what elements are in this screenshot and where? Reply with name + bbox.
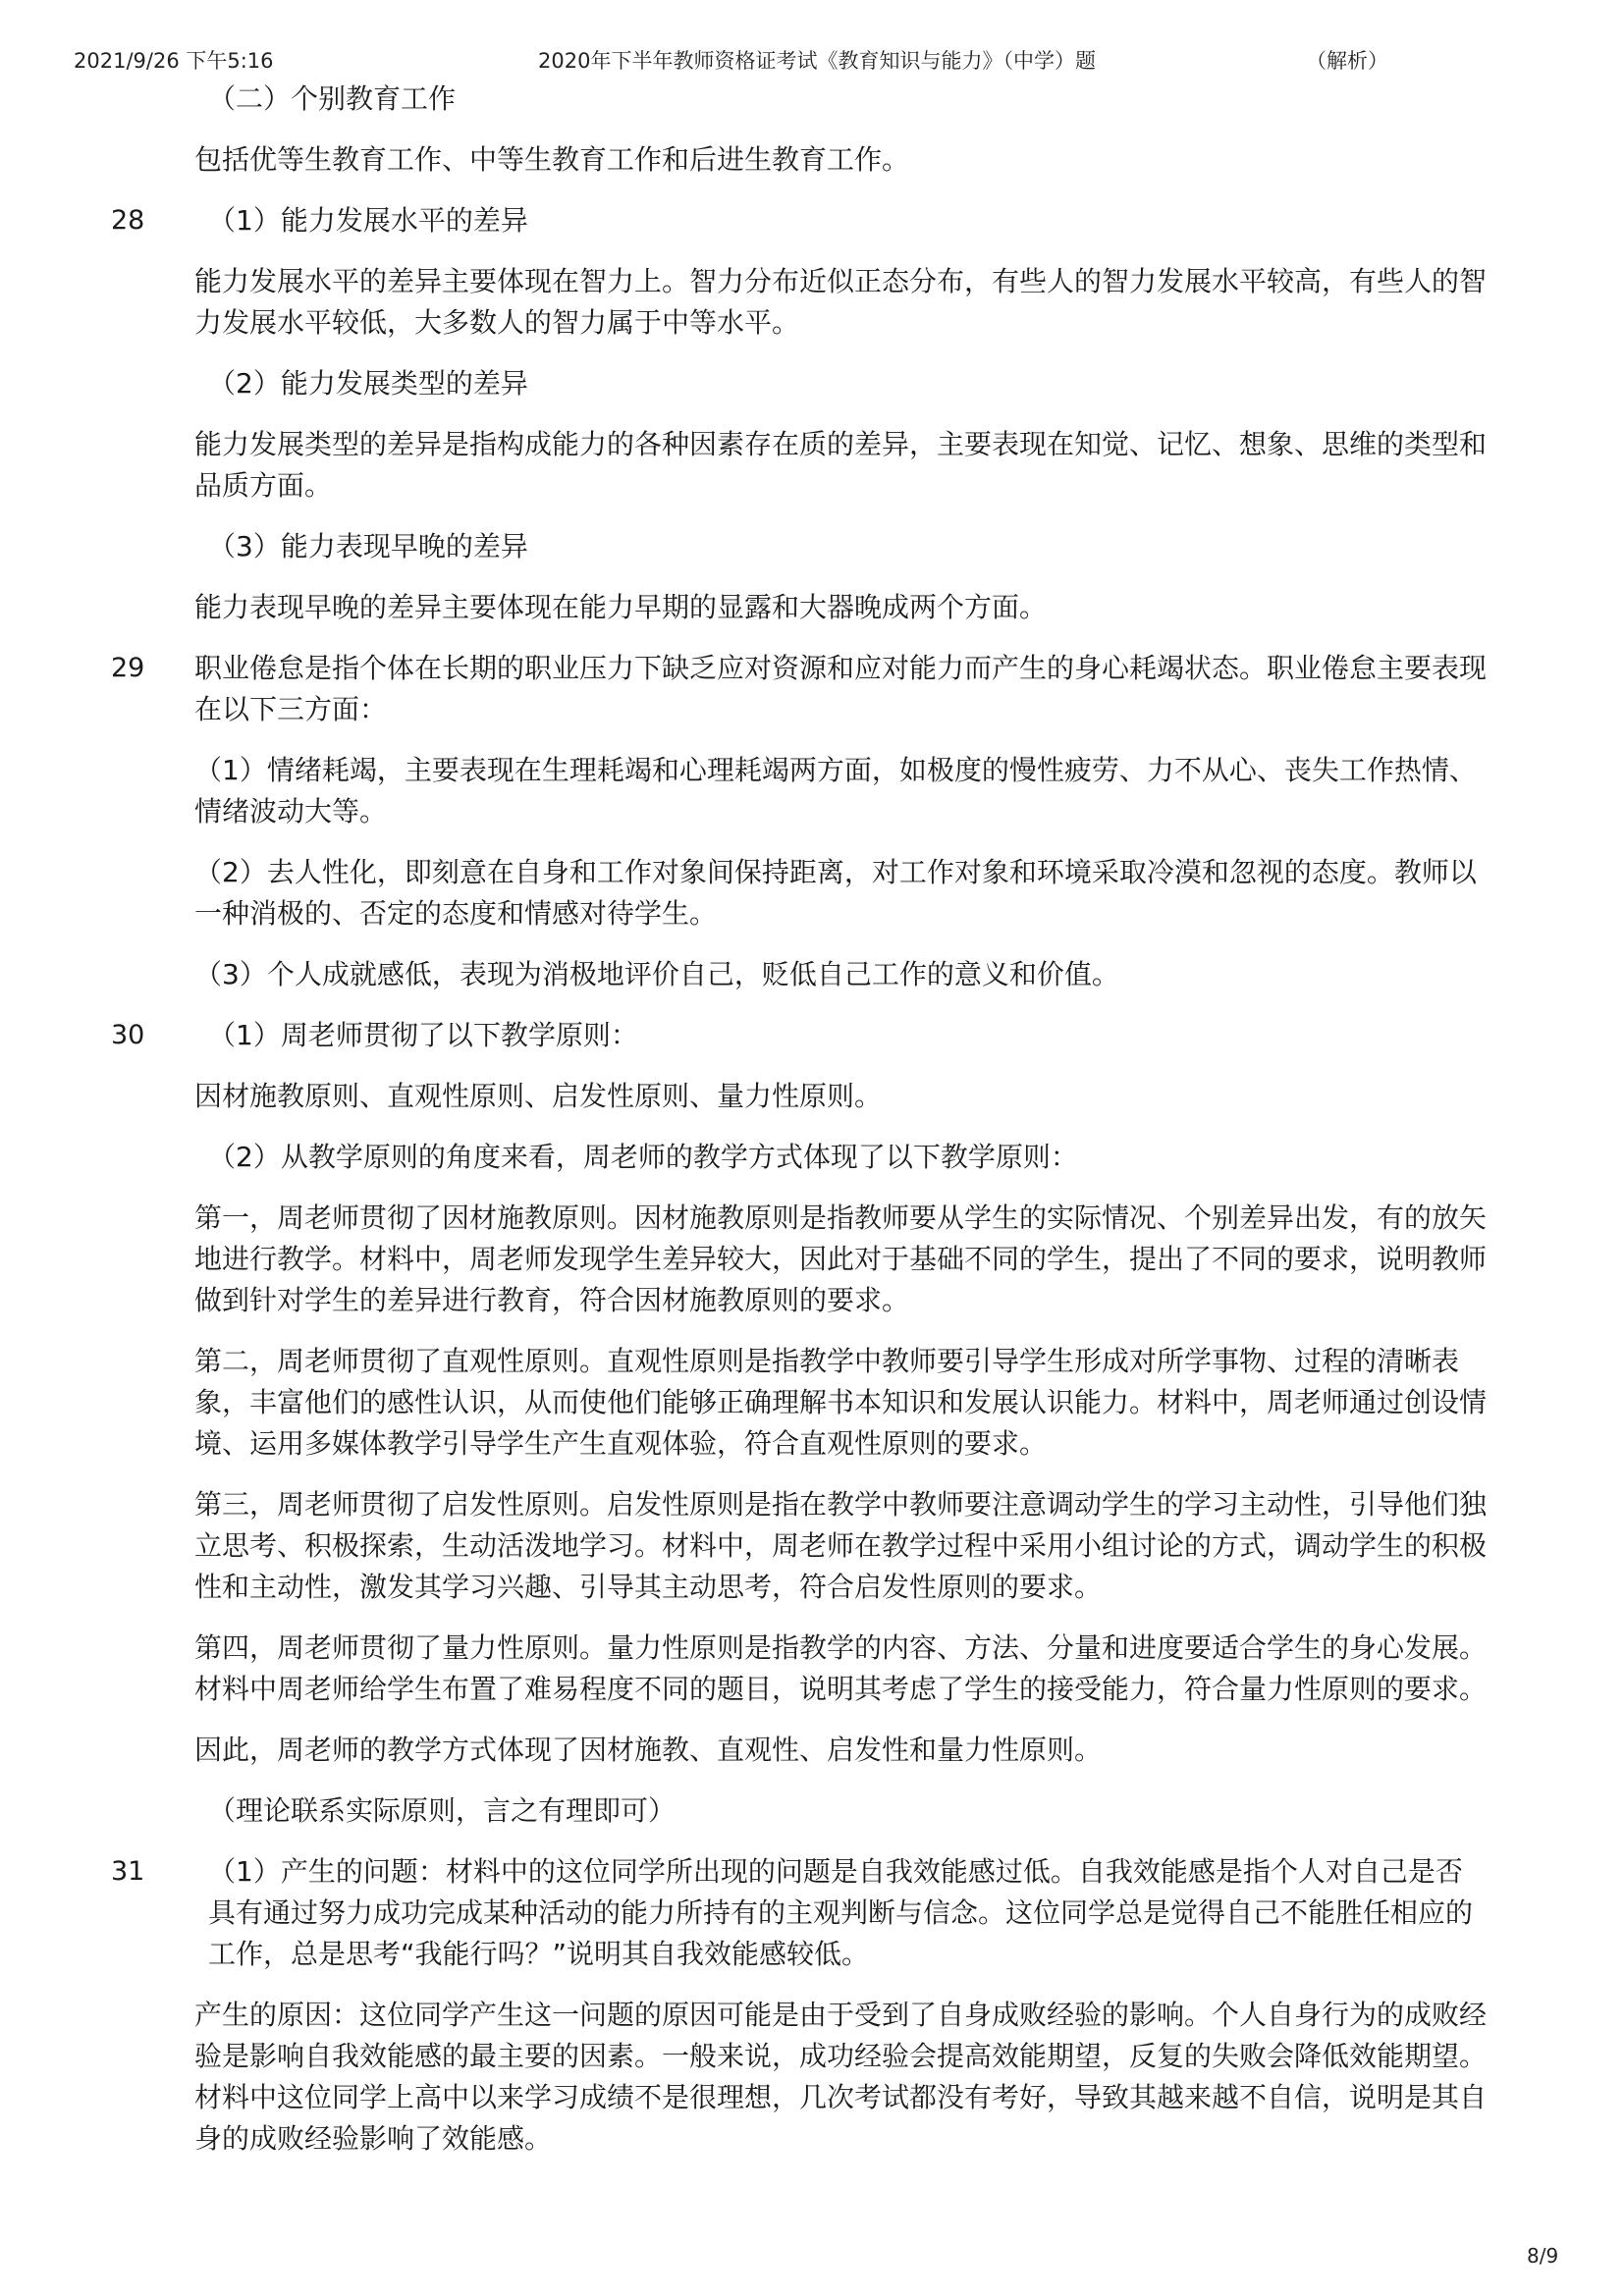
paragraph-text: （理论联系实际原则，言之有理即可） [208,1794,677,1827]
paragraph-text: （1）情绪耗竭，主要表现在生理耗竭和心理耗竭两方面，如极度的慢性疲劳、力不从心、丧失工作热情、情绪波动大等。 [194,754,1477,828]
paragraph-text: 第四，周老师贯彻了量力性原则。量力性原则是指教学的内容、方法、分量和进度要适合学生的身心发展。材料中周老师给学生布置了难易程度不同的题目，说明其考虑了学生的接受能力，符合量力性原则的要求。 [194,1631,1488,1705]
paragraph-text: 第二，周老师贯彻了直观性原则。直观性原则是指教学中教师要引导学生形成对所学事物、过程的清晰表象，丰富他们的感性认识，从而使他们能够正确理解书本知识和发展认识能力。材料中，周老师通过创设情境、运用多媒体教学引导学生产生直观体验，符合直观性原则的要求。 [194,1345,1488,1460]
paragraph-text: 第三，周老师贯彻了启发性原则。启发性原则是指在教学中教师要注意调动学生的学习主动性，引导他们独立思考、积极探索，生动活泼地学习。材料中，周老师在教学过程中采用小组讨论的方式，调动学生的积极性和主动性，激发其学习兴趣、引导其主动思考，符合启发性原则的要求。 [194,1488,1488,1603]
answer-paragraph [0,1790,1624,1832]
answer-paragraph [0,852,1624,934]
paragraph-text: 因此，周老师的教学方式体现了因材施教、直观性、启发性和量力性原则。 [194,1734,1103,1766]
paragraph-text: （3）能力表现早晚的差异 [208,530,528,562]
paragraph-text: 第一，周老师贯彻了因材施教原则。因材施教原则是指教师要从学生的实际情况、个别差异出发，有的放矢地进行教学。材料中，周老师发现学生差异较大，因此对于基础不同的学生，提出了不同的要求，说明教师做到针对学生的差异进行教育，符合因材施教原则的要求。 [194,1201,1488,1316]
paragraph-text: （2）从教学原则的角度来看，周老师的教学方式体现了以下教学原则： [208,1141,1078,1173]
answer-paragraph [0,261,1624,344]
page-header [0,39,1624,79]
paragraph-text: 能力发展水平的差异主要体现在智力上。智力分布近似正态分布，有些人的智力发展水平较高，有些人的智力发展水平较低，大多数人的智力属于中等水平。 [194,265,1488,339]
paragraph-text: 能力发展类型的差异是指构成能力的各种因素存在质的差异，主要表现在知觉、记忆、想象、思维的类型和品质方面。 [194,428,1488,502]
paragraph-text: 职业倦怠是指个体在长期的职业压力下缺乏应对资源和应对能力而产生的身心耗竭状态。职业倦怠主要表现在以下三方面： [194,652,1488,725]
answer-paragraph [0,1628,1624,1710]
paragraph-text: （2）能力发展类型的差异 [208,367,528,400]
answer-paragraph [0,1015,1624,1056]
answer-paragraph [0,424,1624,507]
answer-paragraph [0,139,1624,181]
paragraph-text: （2）去人性化，即刻意在自身和工作对象间保持距离，对工作对象和环境采取冷漠和忽视的态度。教师以一种消极的、否定的态度和情感对待学生。 [194,856,1477,930]
answer-paragraph [0,1851,1624,1975]
answer-paragraph [0,1995,1624,2160]
answer-paragraph [0,648,1624,730]
paragraph-text: 因材施教原则、直观性原则、启发性原则、量力性原则。 [194,1080,883,1112]
answer-paragraph [0,1076,1624,1117]
header-title: 2020年下半年教师资格证考试《教育知识与能力》（中学）题 [538,49,1096,73]
answer-content [0,79,1624,2160]
question-number: 31 [111,1856,145,1887]
paragraph-text: （1）周老师贯彻了以下教学原则： [208,1019,638,1051]
header-tag: （解析） [1306,49,1388,73]
paragraph-text: 能力表现早晚的差异主要体现在能力早期的显露和大器晚成两个方面。 [194,591,1048,623]
answer-paragraph [0,1137,1624,1178]
paragraph-text: 包括优等生教育工作、中等生教育工作和后进生教育工作。 [194,143,910,176]
answer-paragraph [0,363,1624,404]
answer-paragraph [0,1484,1624,1608]
answer-paragraph [0,954,1624,995]
paragraph-text: （3）个人成就感低，表现为消极地评价自己，贬低自己工作的意义和价值。 [194,958,1119,990]
answer-paragraph [0,1198,1624,1321]
paragraph-text: （1）产生的问题：材料中的这位同学所出现的问题是自我效能感过低。自我效能感是指个人对自己是否具有通过努力成功完成某种活动的能力所持有的主观判断与信念。这位同学总是觉得自己不能胜任相应的工作，总是思考“我能行吗？”说明其自我效能感较低。 [208,1855,1474,1970]
answer-paragraph [0,200,1624,241]
page-number: 8/9 [1527,2244,1559,2268]
answer-paragraph [0,1730,1624,1771]
answer-paragraph [0,79,1624,120]
paragraph-text: （二）个别教育工作 [208,82,457,115]
paragraph-text: 产生的原因：这位同学产生这一问题的原因可能是由于受到了自身成败经验的影响。个人自身行为的成败经验是影响自我效能感的最主要的因素。一般来说，成功经验会提高效能期望，反复的失败会降低效能期望。材料中这位同学上高中以来学习成绩不是很理想，几次考试都没有考好，导致其越来越不自信，说明是其自身的成败经验影响了效能感。 [194,1999,1488,2155]
answer-paragraph [0,587,1624,628]
header-date: 2021/9/26 下午5:16 [74,49,274,73]
answer-paragraph [0,1341,1624,1465]
question-number: 30 [111,1020,145,1050]
paragraph-text: （1）能力发展水平的差异 [208,204,528,237]
question-number: 28 [111,205,145,236]
question-number: 29 [111,653,145,683]
answer-paragraph [0,750,1624,832]
answer-paragraph [0,526,1624,567]
